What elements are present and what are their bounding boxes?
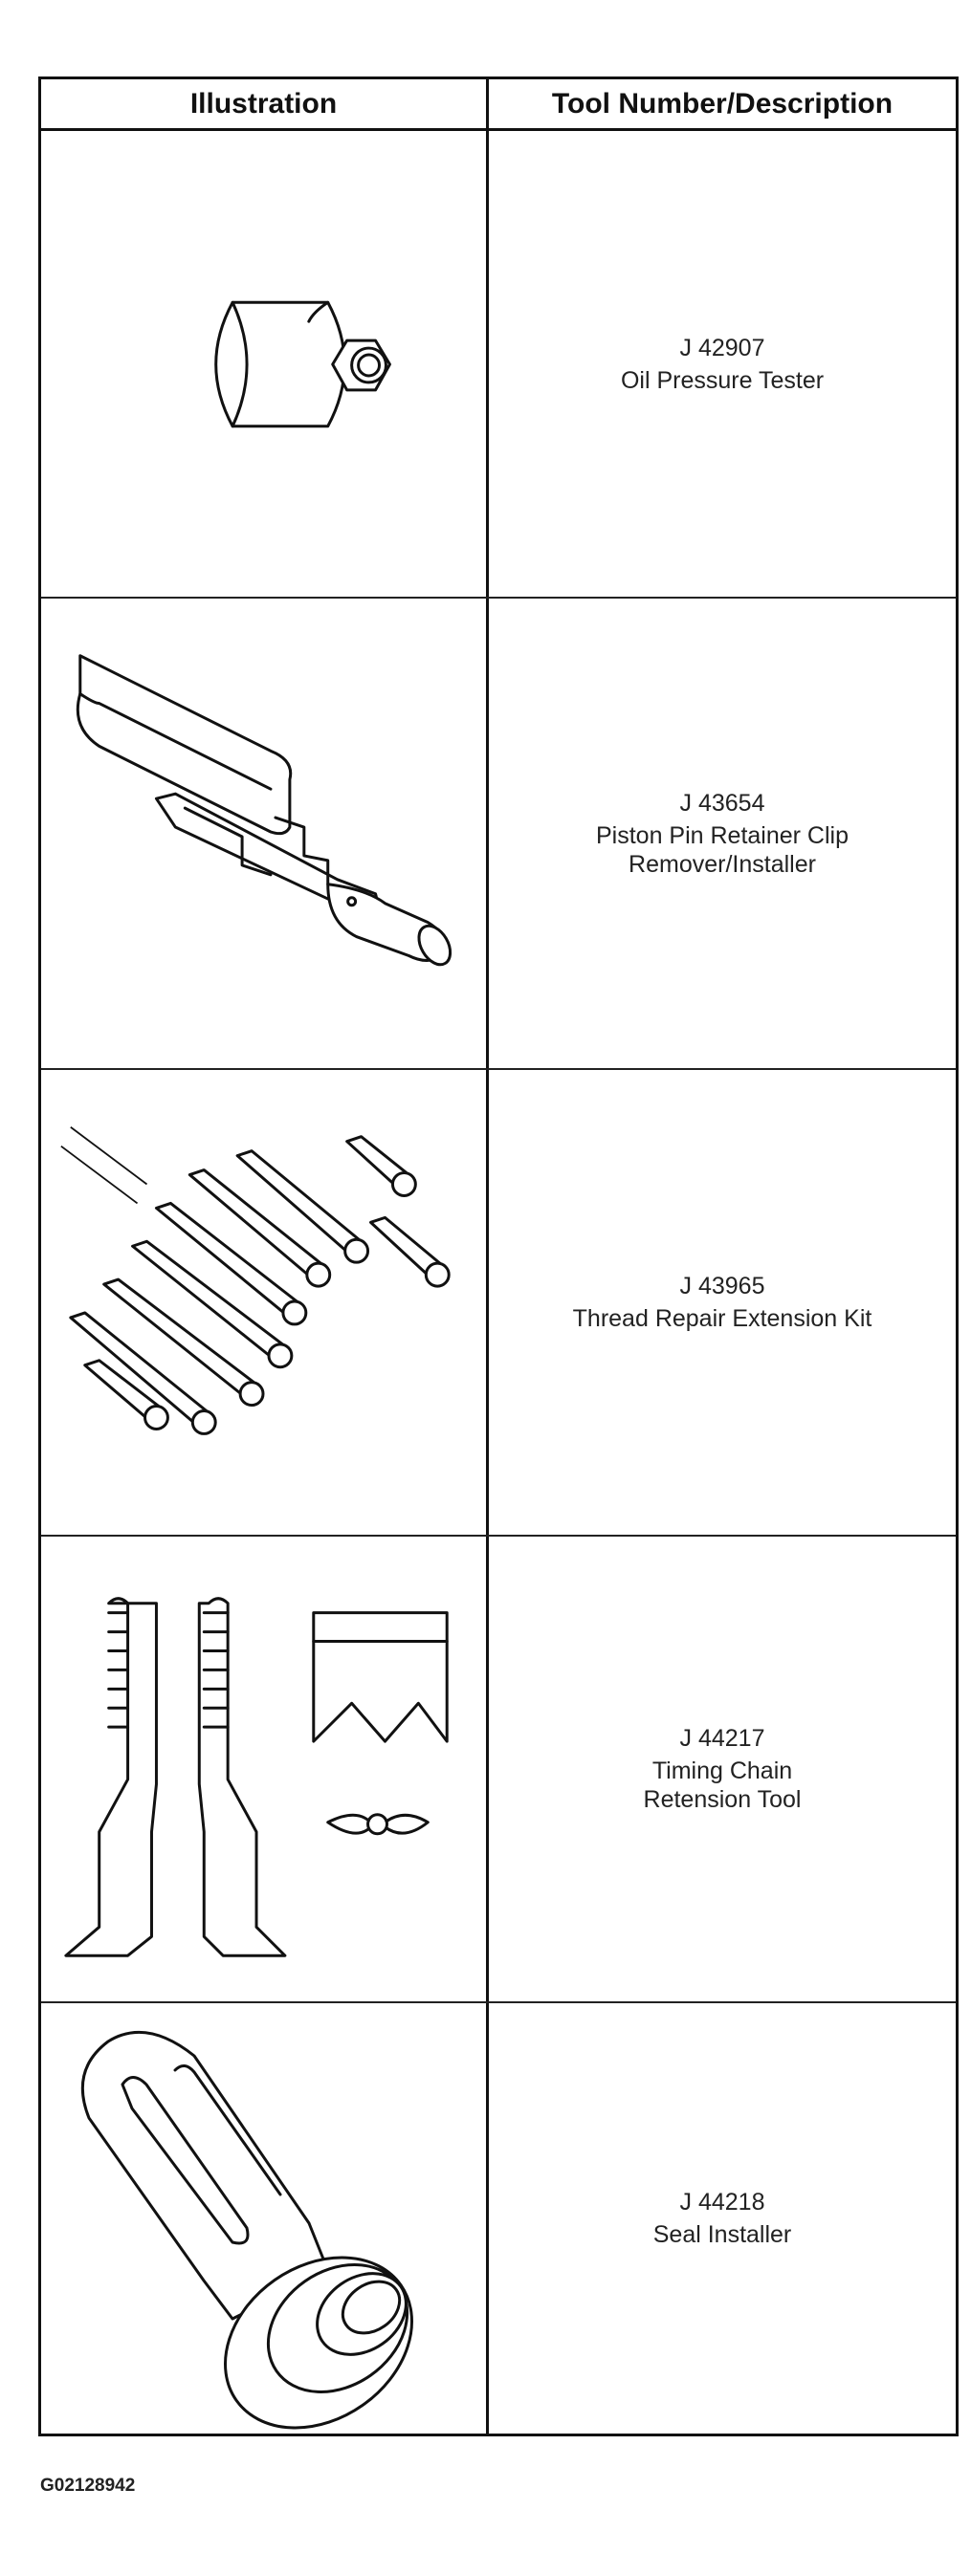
special-tools-table <box>38 76 959 2436</box>
tool-description <box>489 131 956 597</box>
table-row <box>41 2003 956 2434</box>
piston-pin-retainer-clip-tool-illustration <box>41 599 486 1068</box>
tool-number: J 44217 <box>679 1725 765 1752</box>
tool-description-line: Retension Tool <box>643 1786 802 1813</box>
tool-number: J 42907 <box>679 334 765 361</box>
header-tool-number-description: Tool Number/Description <box>551 88 894 120</box>
tool-description-line: Thread Repair Extension Kit <box>572 1305 872 1332</box>
timing-chain-retension-tool-illustration <box>41 1537 486 2001</box>
tool-description-line: Seal Installer <box>652 2221 792 2248</box>
tool-description <box>489 2003 956 2434</box>
table-row <box>41 1070 956 1537</box>
figure-id: G02128942 <box>40 2476 136 2496</box>
table-row <box>41 599 956 1070</box>
table-header <box>41 79 956 131</box>
tool-description <box>489 1070 956 1535</box>
oil-pressure-tester-illustration <box>41 131 486 597</box>
header-illustration: Illustration <box>189 88 338 120</box>
tool-description-line: Remover/Installer <box>629 850 816 878</box>
tool-number: J 43965 <box>679 1273 765 1299</box>
seal-installer-illustration <box>41 2003 486 2434</box>
table-row <box>41 131 956 599</box>
tool-number: J 43654 <box>679 789 765 817</box>
tool-number: J 44218 <box>679 2189 765 2216</box>
table-row <box>41 1537 956 2003</box>
tool-description <box>489 1537 956 2001</box>
tool-description-line: Timing Chain <box>651 1757 793 1784</box>
thread-repair-extension-kit-illustration <box>41 1070 486 1535</box>
tool-description-line: Piston Pin Retainer Clip <box>595 821 849 849</box>
tool-description-line: Oil Pressure Tester <box>620 366 825 394</box>
tool-description <box>489 599 956 1068</box>
